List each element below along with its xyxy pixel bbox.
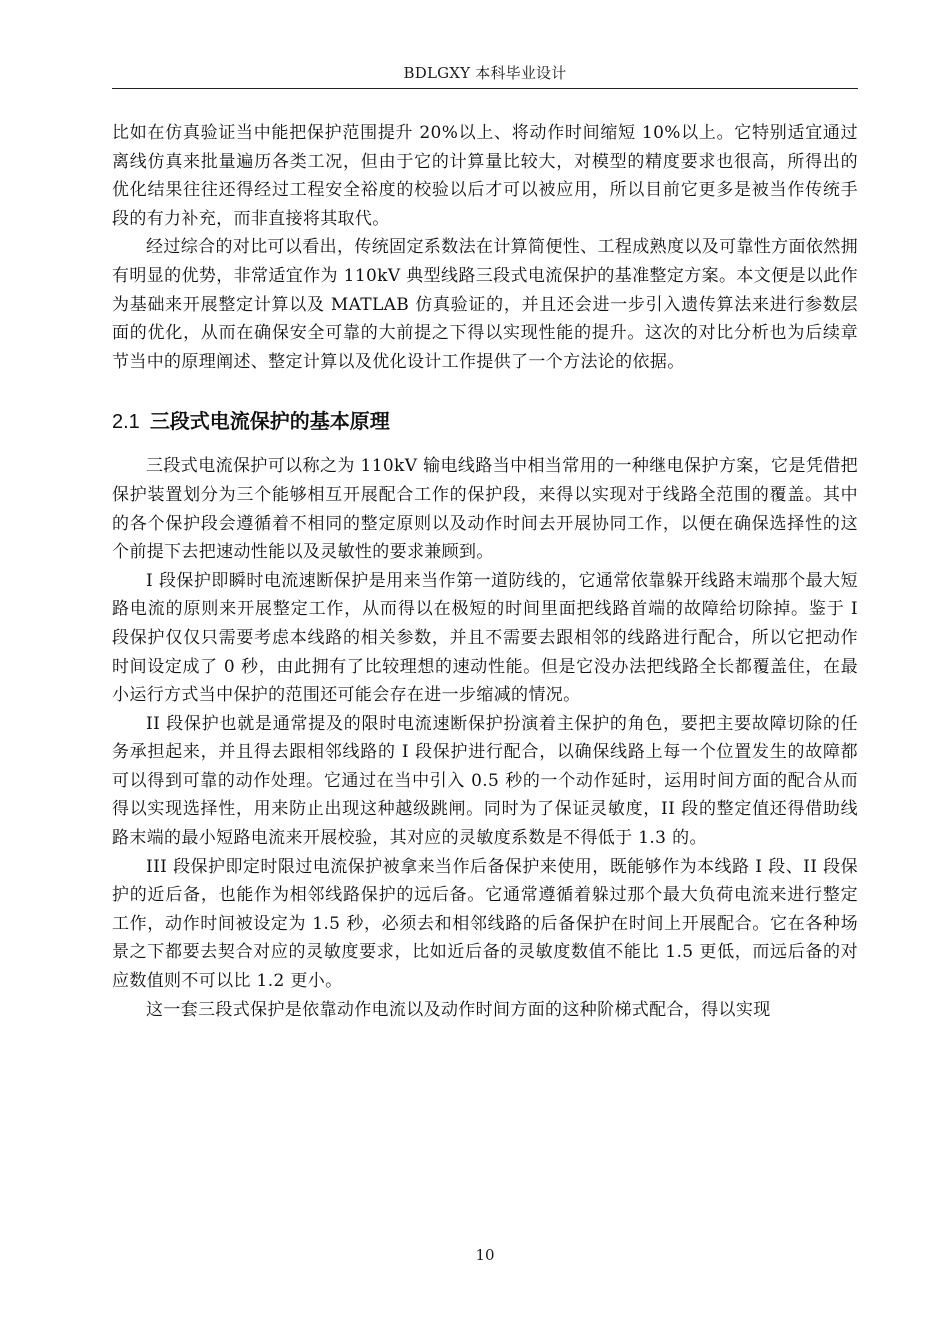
body-paragraph: 比如在仿真验证当中能把保护范围提升 20%以上、将动作时间缩短 10%以上。它特别适宜通过离线仿真来批量遍历各类工况，但由于它的计算量比较大，对模型的精度要求也很高，所得出的优化结果往往还得经过工程安全裕度的校验以后才可以被应用，所以目前它更多是被当作传统手段的有力补充，而非直接将其取代。 (112, 123, 858, 229)
section-title: 三段式电流保护的基本原理 (149, 409, 390, 434)
header-divider (112, 88, 858, 89)
body-paragraph: 经过综合的对比可以看出，传统固定系数法在计算简便性、工程成熟度以及可靠性方面依然拥有明显的优势，非常适宜作为 110kV 典型线路三段式电流保护的基准整定方案。本文便是以此作为基础来开展整定计算以及 MATLAB 仿真验证的，并且还会进一步引入遗传算法来进行参数层面的优化，从而在确保安全可靠的大前提之下得以实现性能的提升。这次的对比分析也为后续章节当中的原理阐述、整定计算以及优化设计工作提供了一个方法论的依据。 (112, 237, 858, 372)
section-heading (112, 407, 858, 436)
body-paragraph: III 段保护即定时限过电流保护被拿来当作后备保护来使用，既能够作为本线路 I 段、II 段保护的近后备，也能作为相邻线路保护的远后备。它通常遵循着躲过那个最大负荷电流来进行整定工作，动作时间被设定为 1.5 秒，必须去和相邻线路的后备保护在时间上开展配合。它在各种场景之下都要去契合对应的灵敏度要求，比如近后备的灵敏度数值不能比 1.5 更低，而远后备的对应数值则不可以比 1.2 更小。 (112, 856, 858, 992)
body-paragraph: 三段式电流保护可以称之为 110kV 输电线路当中相当常用的一种继电保护方案，它是凭借把保护装置划分为三个能够相互开展配合工作的保护段，来得以实现对于线路全范围的覆盖。其中的各个保护段会遵循着不相同的整定原则以及动作时间去开展协同工作，以便在确保选择性的这个前提下去把速动性能以及灵敏性的要求兼顾到。 (112, 456, 858, 563)
page-body (112, 119, 858, 1024)
body-paragraph: 这一套三段式保护是依靠动作电流以及动作时间方面的这种阶梯式配合，得以实现 (146, 999, 771, 1020)
page-number: 10 (475, 1246, 495, 1264)
body-paragraph: II 段保护也就是通常提及的限时电流速断保护扮演着主保护的角色，要把主要故障切除的任务承担起来，并且得去跟相邻线路的 I 段保护进行配合，以确保线路上每一个位置发生的故障都可以得到可靠的动作处理。它通过在当中引入 0.5 秒的一个动作延时，运用时间方面的配合从而得以实现选择性，用来防止出现这种越级跳闸。同时为了保证灵敏度，II 段的整定值还得借助线路末端的最小短路电流来开展校验，其对应的灵敏度系数是不得低于 1.3 的。 (112, 713, 858, 849)
body-paragraph: I 段保护即瞬时电流速断保护是用来当作第一道防线的，它通常依靠躲开线路末端那个最大短路电流的原则来开展整定工作，从而得以在极短的时间里面把线路首端的故障给切除掉。鉴于 I 段保护仅仅只需要考虑本线路的相关参数，并且不需要去跟相邻的线路进行配合，所以它把动作时间设定成了 0 秒，由此拥有了比较理想的速动性能。但是它没办法把线路全长都覆盖住，在最小运行方式当中保护的范围还可能会存在进一步缩减的情况。 (112, 570, 858, 706)
running-header: BDLGXY 本科毕业设计 (403, 64, 567, 82)
section-number: 2.1 (112, 411, 140, 434)
